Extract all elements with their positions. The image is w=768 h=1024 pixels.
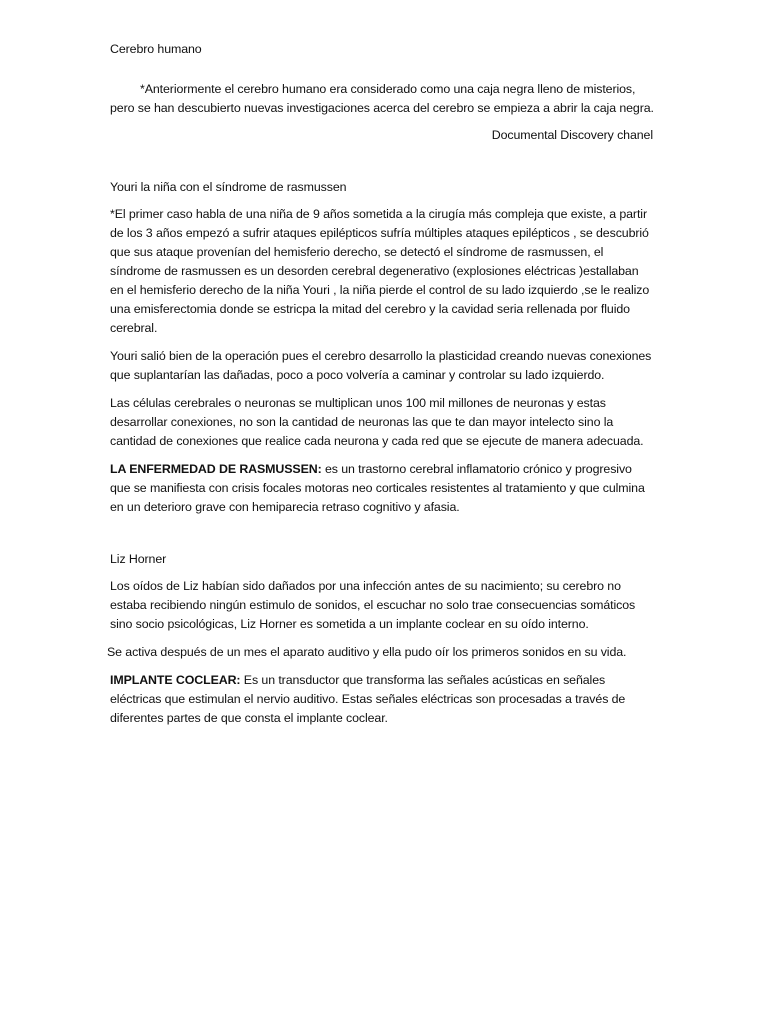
implant-definition [110,671,655,728]
implant-text: Es un transductor que transforma las señales acústicas en señales eléctricas que estimulan el nervio auditivo. Estas señales eléctricas son procesadas a través de diferentes partes de que consta el implante coclear. [110,673,626,725]
document-title: Cerebro humano [110,42,202,56]
section-youri-heading: Youri la niña con el síndrome de rasmussen [110,180,347,194]
youri-paragraph-2: Youri salió bien de la operación pues el cerebro desarrollo la plasticidad creando nuevas conexiones que suplantarían las dañadas, poco a poco volvería a caminar y controlar su lado izquierdo. [110,349,652,382]
youri-paragraph-3: Las células cerebrales o neuronas se multiplican unos 100 mil millones de neuronas y estas desarrollar conexiones, no son la cantidad de neuronas las que te dan mayor intelecto sino la cantidad de conexiones que realice cada neurona y cada red que se ejecute de manera adecuada. [110,396,644,448]
document-page [107,40,655,728]
rasmussen-definition [110,460,655,517]
source-line: Documental Discovery chanel [491,128,653,142]
rasmussen-term: LA ENFERMEDAD DE RASMUSSEN: [110,462,322,476]
liz-paragraph-1: Los oídos de Liz habían sido dañados por una infección antes de su nacimiento; su cerebro no estaba recibiendo ningún estimulo de sonidos, el escuchar no solo trae consecuencias somáticos sino socio psicológicas, Liz Horner es sometida a un implante coclear en su oído interno. [110,579,636,631]
youri-paragraph-1: *El primer caso habla de una niña de 9 años sometida a la cirugía más compleja que existe, a partir de los 3 años empezó a sufrir ataques epilépticos sufría múltiples ataques epilépticos , se descubrió que sus ataque provenían del hemisferio derecho, se detectó el síndrome de rasmussen, el síndrome de rasmussen es un desorden cerebral degenerativo (explosiones eléctricas )estallaban en el hemisferio derecho de la niña Youri , la niña pierde el control de su lado izquierdo ,se le realizo una emisferectomia donde se estricpa la mitad del cerebro y la cavidad seria rellenada por fluido cerebral. [110,207,650,335]
liz-paragraph-2: Se activa después de un mes el aparato auditivo y ella pudo oír los primeros sonidos en su vida. [107,645,627,659]
intro-paragraph: *Anteriormente el cerebro humano era considerado como una caja negra lleno de misterios, pero se han descubierto nuevas investigaciones acerca del cerebro se empieza a abrir la caja negra. [110,82,654,115]
implant-term: IMPLANTE COCLEAR: [110,673,241,687]
rasmussen-text: es un trastorno cerebral inflamatorio crónico y progresivo que se manifiesta con crisis focales motoras neo corticales resistentes al tratamiento y que culmina en un deterioro grave con hemiparecia retraso cognitivo y afasia. [110,462,645,514]
section-liz-heading: Liz Horner [110,552,167,566]
